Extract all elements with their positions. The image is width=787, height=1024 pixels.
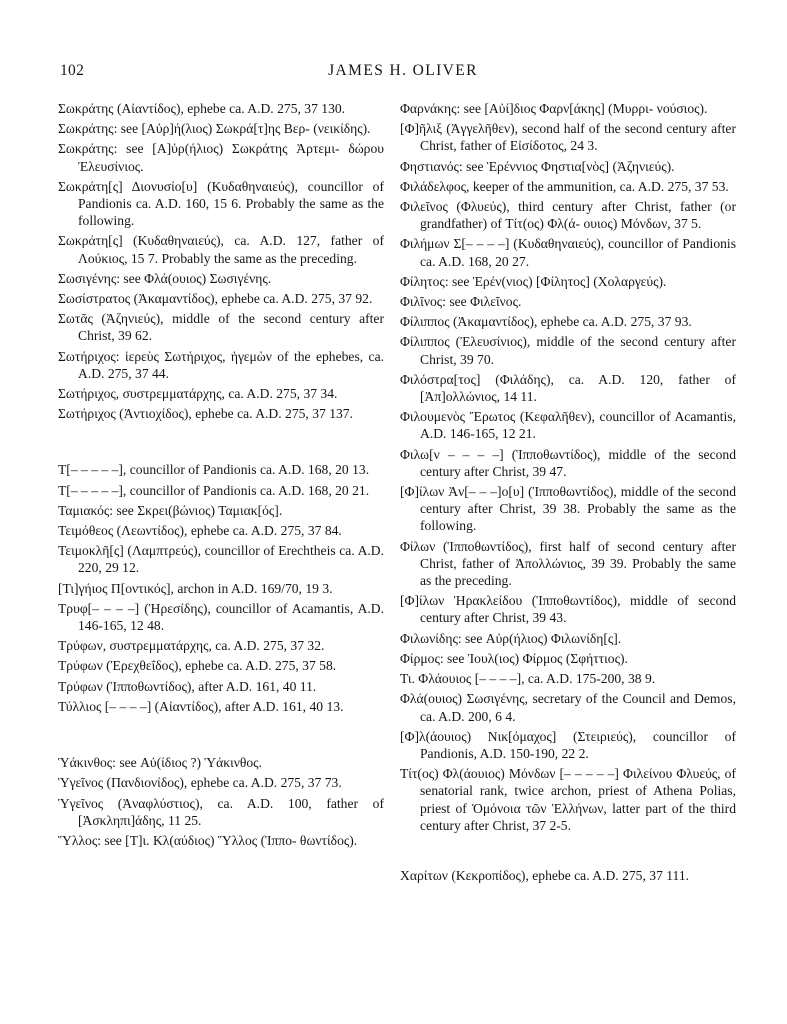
index-entry: Ὕλλος: see [Τ]ι. Κλ(αύδιος) Ὕλλος (Ἱππο- θωντίδος). <box>58 832 358 848</box>
index-entry: Σωτήριχος (Ἀντιοχίδος), ephebe ca. A.D. 275, 37 137. <box>58 406 353 422</box>
index-entry: Φίλιππος (Ἀκαμαντίδος), ephebe ca. A.D. 275, 37 93. <box>400 314 692 330</box>
index-entry: Φιλόστρα[τος] (Φιλάδης), ca. A.D. 120, father of [Ἀπ]ολλώνιος, 14 11. <box>400 371 736 405</box>
index-entry: Φίλων (Ἱπποθωντίδος), first half of second century after Christ, father of Ἀπολλώνιος, 39 39. Probably the same as the preceding. <box>400 538 736 589</box>
index-entry: Φλά(ουιος) Σωσιγένης, secretary of the Council and Demos, ca. A.D. 200, 6 4. <box>400 691 736 724</box>
index-entry: Ὑγεῖνος (Ἀναφλύστιος), ca. A.D. 100, father of [Ἀσκληπι]άδης, 11 25. <box>58 795 384 828</box>
index-entry: Φαρνάκης: see [Αὐί]διος Φαρν[άκης] (Μυρρι- νούσιος). <box>400 101 708 116</box>
section-gap <box>58 718 384 754</box>
page-number: 102 <box>60 62 85 79</box>
index-entry: Σωκράτη[ς] Διονυσίο[υ] (Κυδαθηναιεύς), councillor of Pandionis ca. A.D. 160, 15 6. Probably the same as the following. <box>58 178 384 229</box>
index-entry: Τρύφων, συστρεμματάρχης, ca. A.D. 275, 37 32. <box>58 638 325 654</box>
index-entry: [Φ]ίλων Ἀν[– – –]ο[υ] (Ἱπποθωντίδος), middle of the second century after Christ, 39 38. Probably the same as the following. <box>400 484 736 534</box>
index-entry: Σωτᾶς (Ἀζηνιεύς), middle of the second century after Christ, 39 62. <box>58 311 384 344</box>
index-entry: Ὑάκινθος: see Αὐ(ίδιος ?) Ὑάκινθος. <box>58 755 262 771</box>
index-entry: Σωκράτης: see [Αὐρ]ή(λιος) Σωκρά[τ]ης Βερ- (νεικίδης). <box>58 121 371 137</box>
section-gap <box>58 425 384 461</box>
index-entry: Φιλουμενὸς Ἔρωτος (Κεφαλῆθεν), councillor of Acamantis, A.D. 146-165, 12 21. <box>400 409 736 442</box>
index-entry: [Φ]ίλων Ἡρακλείδου (Ἱπποθωντίδος), middle of second century after Christ, 39 43. <box>400 593 736 626</box>
index-entry: Τειμόθεος (Λεωντίδος), ephebe ca. A.D. 275, 37 84. <box>58 523 342 539</box>
index-entry: Φίλητος: see Ἐρέν(νιος) [Φίλητος] (Χολαργεύς). <box>400 273 667 289</box>
right-column <box>400 100 736 887</box>
index-entry: Τρύφων (Ἐρεχθεΐδος), ephebe ca. A.D. 275, 37 58. <box>58 658 337 674</box>
index-entry: Σωσίστρατος (Ἀκαμαντίδος), ephebe ca. A.D. 275, 37 92. <box>58 291 373 307</box>
section-gap <box>400 837 736 867</box>
index-entry: Σωκράτης: see [Α]ὐρ(ήλιος) Σωκράτης Ἀρτεμι- δώρου Ἐλευσίνιος. <box>58 141 384 174</box>
index-entry: Τύλλιος [– – – –] (Αἰαντίδος), after A.D. 161, 40 13. <box>58 698 344 714</box>
index-entry: Σωκράτη[ς] (Κυδαθηναιεύς), ca. A.D. 127, father of Λούκιος, 15 7. Probably the same as the preceding. <box>58 233 384 266</box>
index-entry: Φιλωνίδης: see Αὐρ(ήλιος) Φιλωνίδη[ς]. <box>400 630 622 646</box>
index-entry: Φίλιππος (Ἐλευσίνιος), middle of the second century after Christ, 39 70. <box>400 334 736 367</box>
index-entry: Φίρμος: see Ἰουλ(ιος) Φίρμος (Σφήττιος). <box>400 650 628 666</box>
page-header <box>58 62 748 84</box>
index-entry: Φιλῖνος: see Φιλεῖνος. <box>400 294 522 310</box>
index-entry: Ταμιακός: see Σκρει(βώνιος) Ταμιακ[ός]. <box>58 502 283 518</box>
index-entry: Τρύφων (Ἱπποθωντίδος), after A.D. 161, 40 11. <box>58 678 317 694</box>
index-entry: Τειμοκλῆ[ς] (Λαμπτρεύς), councillor of Erechtheis ca. A.D. 220, 29 12. <box>58 543 384 576</box>
index-entry: Τίτ(ος) Φλ(άουιος) Μόνδων [– – – – –] Φιλείνου Φλυεύς, of senatorial rank, twice archon, priest of Athena Polias, priest of Ὁμόνοια τῶν Ἑλλήνων, latter part of the third century after Christ, 37 2-5. <box>400 766 736 833</box>
index-entry: Φιλήμων Σ[– – – –] (Κυδαθηναιεύς), councillor of Pandionis ca. A.D. 168, 20 27. <box>400 236 736 269</box>
index-entry: Σωτήριχος, συστρεμματάρχης, ca. A.D. 275, 37 34. <box>58 386 338 402</box>
index-entry: Φηστιανός: see Ἑρέννιος Φηστια[νὸς] (Ἀζηνιεύς). <box>400 158 675 174</box>
index-entry: Ὑγεῖνος (Πανδιονίδος), ephebe ca. A.D. 275, 37 73. <box>58 775 342 791</box>
index-entry: [Τι]γήιος Π[οντικός], archon in A.D. 169/70, 19 3. <box>58 580 333 596</box>
index-entry: Χαρίτων (Κεκροπίδος), ephebe ca. A.D. 275, 37 111. <box>400 867 690 883</box>
index-entry: Τ[– – – – –], councillor of Pandionis ca. A.D. 168, 20 13. <box>58 462 370 478</box>
index-entry: Φιλω[ν – – – –] (Ἱπποθωντίδος), middle of the second century after Christ, 39 47. <box>400 446 736 479</box>
running-title: JAMES H. OLIVER <box>328 62 478 79</box>
index-entry: Τι. Φλάουιος [– – – –], ca. A.D. 175-200, 38 9. <box>400 671 656 687</box>
index-entry: [Φ]ῆλιξ (Ἀγγελῆθεν), second half of the second century after Christ, father of Εἰσίδοτος, 24 3. <box>400 121 736 154</box>
index-entry: Φιλάδελφος, keeper of the ammunition, ca. A.D. 275, 37 53. <box>400 178 729 194</box>
index-entry: [Φ]λ(άουιος) Νικ[όμαχος] (Στειριεύς), councillor of Pandionis, A.D. 150-190, 22 2. <box>400 728 736 761</box>
index-entry: Σωσιγένης: see Φλά(ουιος) Σωσιγένης. <box>58 270 272 286</box>
left-column <box>58 100 384 852</box>
index-entry: Σωκράτης (Αἰαντίδος), ephebe ca. A.D. 275, 37 130. <box>58 101 346 116</box>
index-entry: Τρυφ[– – – –] (Ἠρεσίδης), councillor of Acamantis, A.D. 146-165, 12 48. <box>58 600 384 634</box>
index-entry: Σωτήριχος: ἱερεὺς Σωτήριχος, ἡγεμὼν of the ephebes, ca. A.D. 275, 37 44. <box>58 348 384 381</box>
index-entry: Τ[– – – – –], councillor of Pandionis ca. A.D. 168, 20 21. <box>58 482 370 498</box>
index-entry: Φιλεῖνος (Φλυεύς), third century after Christ, father (or grandfather) of Τίτ(ος) Φλ(ά- ουιος) Μόνδων, 37 5. <box>400 199 736 232</box>
